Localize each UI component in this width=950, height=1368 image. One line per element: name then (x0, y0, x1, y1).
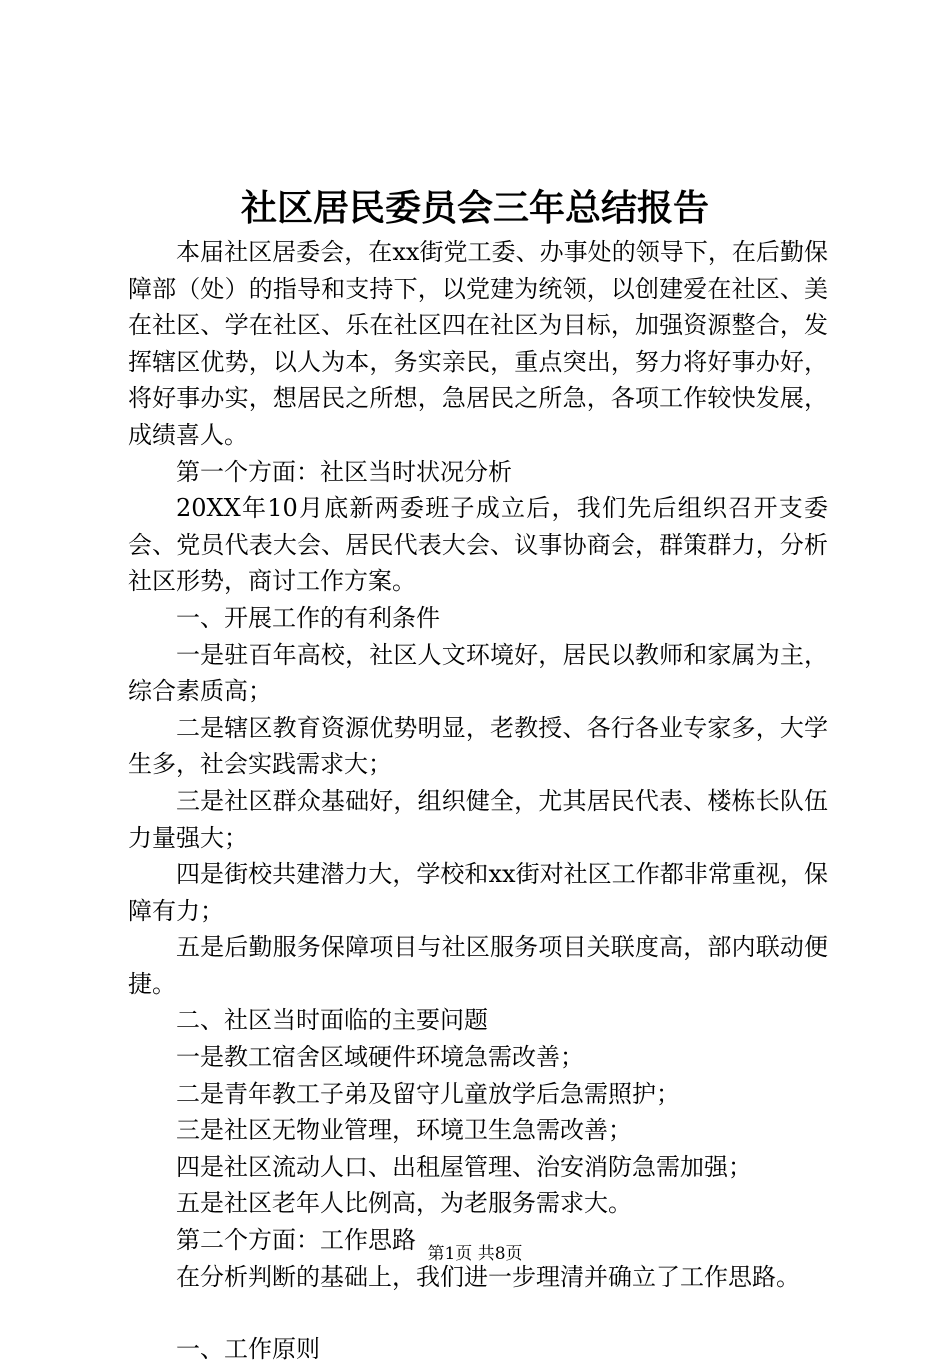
list-item: 一是驻百年高校，社区人文环境好，居民以教师和家属为主，综合素质高； (128, 640, 828, 706)
section-heading-2: 第二个方面：工作思路 (176, 1226, 416, 1255)
page-number: 第1页 共8页 (427, 1244, 523, 1264)
list-item: 五是后勤服务保障项目与社区服务项目关联度高，部内联动便捷。 (128, 933, 828, 998)
list-item: 三是社区无物业管理，环境卫生急需改善； (176, 1116, 632, 1145)
subheading-main-problems: 二、社区当时面临的主要问题 (176, 1006, 488, 1035)
list-item: 五是社区老年人比例高，为老服务需求大。 (176, 1189, 632, 1218)
subheading-work-principles: 一、工作原则 (176, 1335, 320, 1364)
document-body (128, 234, 828, 1368)
list-item: 三是社区群众基础好，组织健全，尤其居民代表、楼栋长队伍力量强大； (128, 786, 828, 852)
list-item: 二是辖区教育资源优势明显，老教授、各行各业专家多，大学生多，社会实践需求大； (128, 713, 828, 779)
list-item: 一是教工宿舍区域硬件环境急需改善； (176, 1043, 584, 1072)
section-heading-1: 第一个方面：社区当时状况分析 (176, 457, 512, 486)
paragraph-work-approach: 在分析判断的基础上，我们进一步理清并确立了工作思路。 (176, 1262, 800, 1291)
list-item: 二是青年教工子弟及留守儿童放学后急需照护； (176, 1079, 680, 1108)
list-item: 四是街校共建潜力大，学校和xx街对社区工作都非常重视，保障有力； (128, 860, 828, 925)
paragraph-team-formation: 20XX年10月底新两委班子成立后，我们先后组织召开支委会、党员代表大会、居民代表大会、议事协商会，群策群力，分析社区形势，商讨工作方案。 (128, 494, 828, 596)
document-title: 社区居民委员会三年总结报告 (240, 187, 709, 229)
paragraph-intro: 本届社区居委会，在xx街党工委、办事处的领导下，在后勤保障部（处）的指导和支持下，以党建为统领，以创建爱在社区、美在社区、学在社区、乐在社区四在社区为目标，加强资源整合，发挥辖区优势，以人为本，务实亲民，重点突出，努力将好事办好，将好事办实，想居民之所想，急居民之所急，各项工作较快发展，成绩喜人。 (128, 238, 828, 449)
subheading-favorable-conditions: 一、开展工作的有利条件 (176, 603, 440, 632)
list-item: 四是社区流动人口、出租屋管理、治安消防急需加强； (176, 1152, 752, 1181)
